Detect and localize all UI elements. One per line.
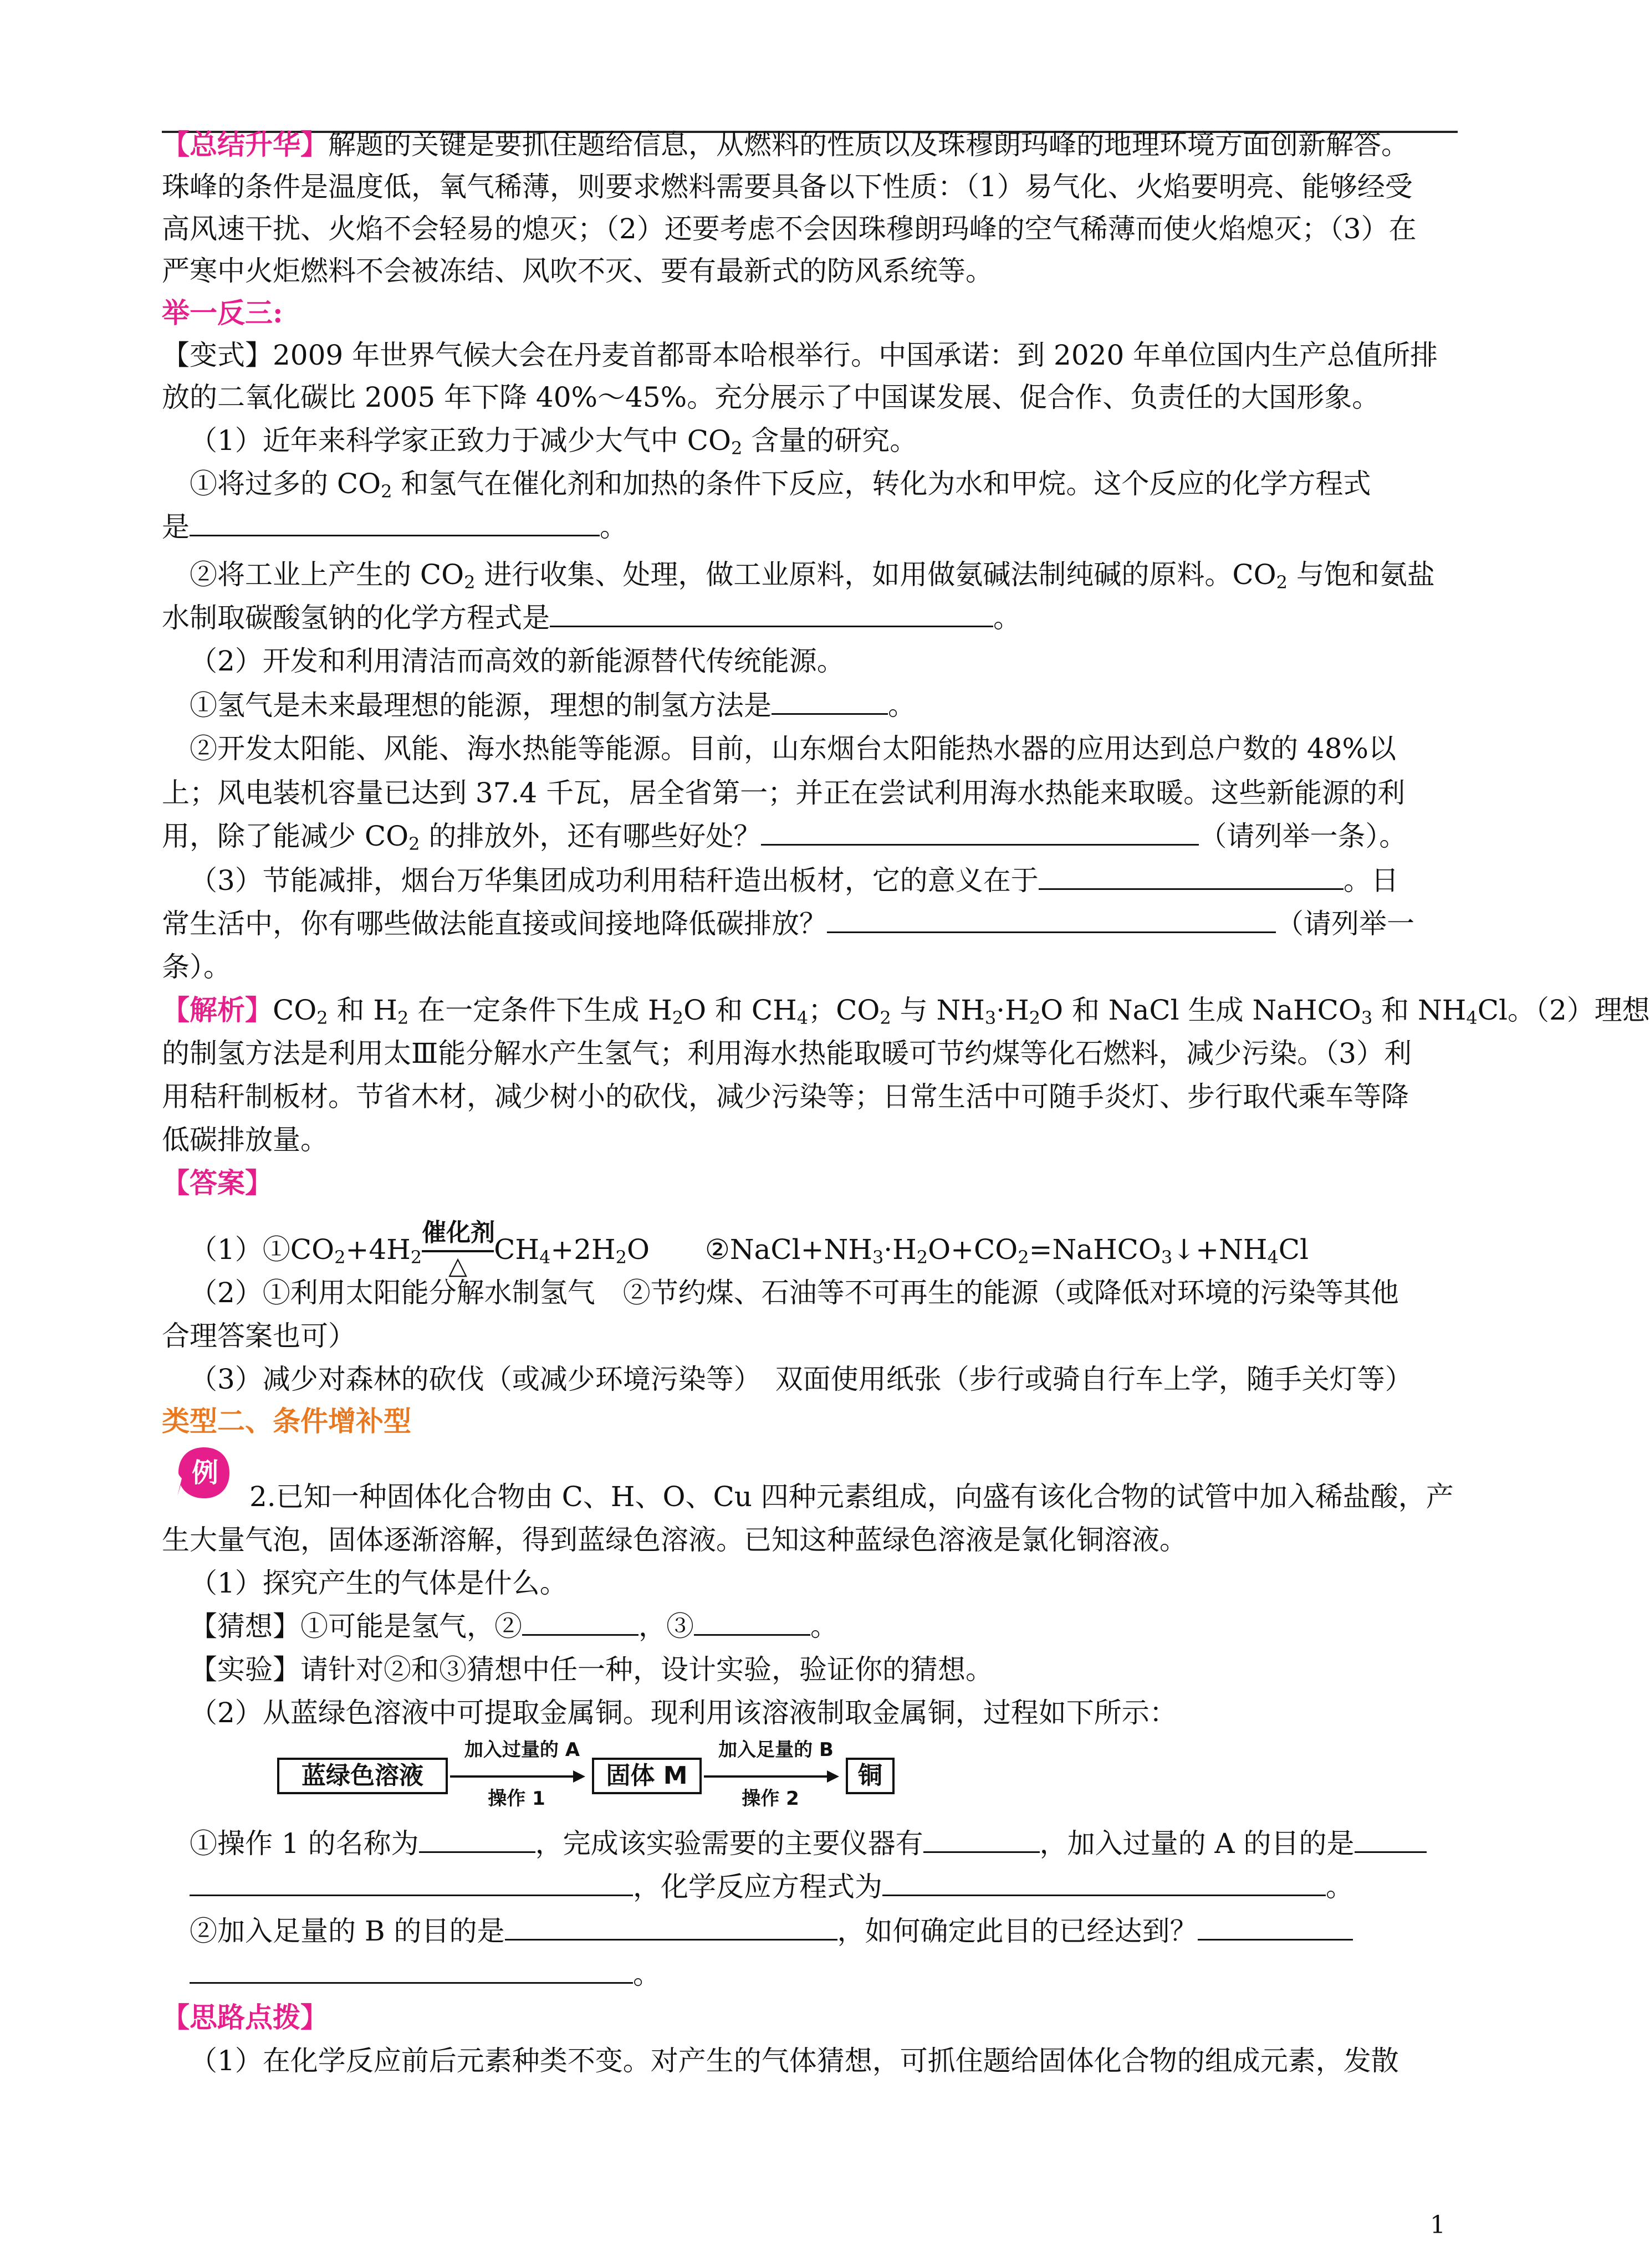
flow-box-solid-m: 固体 M <box>592 1758 702 1794</box>
flow-arrow1-bottom: 操作 1 <box>488 1788 545 1810</box>
type2-q2: （2）从蓝绿色溶液中可提取金属铜。现利用该溶液制取金属铜，过程如下所示： <box>190 1697 1177 1729</box>
summary-line-3: 高风速干扰、火焰不会轻易的熄灭；（2）还要考虑不会因珠穆朗玛峰的空气稀薄而使火焰熄灭；（3）在 <box>162 213 1417 245</box>
type2-heading: 类型二、条件增补型 <box>162 1405 411 1437</box>
type2-op2-line-2: 。 <box>190 1956 661 1993</box>
answer-blank[interactable] <box>419 1827 535 1853</box>
analysis-line-3: 用秸秆制板材。节省木材，减少树小的砍伐，减少污染等；日常生活中可随手炎灯、步行取代乘车等降 <box>162 1081 1409 1113</box>
type2-experiment: 【实验】请针对②和③猜想中任一种，设计实验，验证你的猜想。 <box>190 1653 993 1686</box>
answer-2-line-1: （2）①利用太阳能分解水制氢气 ②节约煤、石油等不可再生的能源（或降低对环境的污染等其他 <box>190 1277 1399 1309</box>
type2-op1-line-2: ，化学反应方程式为 。 <box>190 1868 1353 1905</box>
answer-blank[interactable] <box>190 1870 633 1896</box>
practice-q1-2: ②将工业上产生的 $CO_2$ 进行收集、处理，做工业原料，如用做氨碱法制纯碱的原料。$CO_2$ 与饱和氨盐 <box>190 559 1435 593</box>
analysis-line-4: 低碳排放量。 <box>162 1124 328 1156</box>
practice-q2-2-line-3: 用，除了能减少 $CO_2$ 的排放外，还有哪些好处？ （请列举一条）。 <box>162 820 1407 854</box>
practice-line-1: 【变式】2009 年世界气候大会在丹麦首都哥本哈根举行。中国承诺：到 2020 年单位国内生产总值所排 <box>162 339 1438 371</box>
answer-blank[interactable] <box>827 907 1276 933</box>
type2-op1-line-1: ①操作 1 的名称为 ，完成该实验需要的主要仪器有 ，加入过量的 A 的目的是 <box>190 1825 1427 1862</box>
practice-q2-2-line-2: 上；风电装机容量已达到 37.4 千瓦，居全省第一；并正在尝试利用海水热能来取暖。这些新能源的利 <box>162 777 1406 809</box>
answer-blank[interactable] <box>190 1958 633 1984</box>
practice-q3-line-3: 条）。 <box>162 951 231 983</box>
answer-blank[interactable] <box>190 510 600 536</box>
flow-arrow-1 <box>450 1775 583 1778</box>
practice-q2-1: ①氢气是未来最理想的能源，理想的制氢方法是 。 <box>190 689 916 721</box>
page-number: 1 <box>1430 2211 1445 2239</box>
analysis-title: 【解析】 <box>162 994 273 1026</box>
practice-q1-2-blank-line: 水制取碳酸氢钠的化学方程式是 。 <box>162 602 1021 634</box>
type2-q1: （1）探究产生的气体是什么。 <box>190 1567 568 1599</box>
practice-q1-1-blank-line: 是 。 <box>162 511 627 543</box>
type2-line-1: 2.已知一种固体化合物由 C、H、O、Cu 四种元素组成，向盛有该化合物的试管中加入稀盐酸，产 <box>249 1481 1454 1513</box>
practice-q2: （2）开发和利用清洁而高效的新能源替代传统能源。 <box>190 645 845 677</box>
answer-blank[interactable] <box>694 1610 810 1636</box>
answer-blank[interactable] <box>550 601 993 627</box>
answer-blank[interactable] <box>522 1610 638 1636</box>
answer-blank[interactable] <box>1198 1914 1353 1941</box>
flow-arrow1-top: 加入过量的 A <box>464 1739 580 1761</box>
summary-line-4: 严寒中火炬燃料不会被冻结、风吹不灭、要有最新式的防风系统等。 <box>162 255 993 287</box>
practice-heading: 举一反三: <box>162 296 283 329</box>
summary-line-1: 【总结升华】解题的关键是要抓住题给信息，从燃料的性质以及珠穆朗玛峰的地理环境方面创新解答。 <box>162 128 1409 161</box>
answer-blank[interactable] <box>761 820 1199 846</box>
process-flow-diagram <box>277 1739 970 1810</box>
type2-guess: 【猜想】①可能是氢气，② ，③ 。 <box>190 1610 838 1642</box>
answer-blank[interactable] <box>882 1870 1326 1896</box>
practice-line-2: 放的二氧化碳比 2005 年下降 40%～45%。充分展示了中国谋发展、促合作、负责任的大国形象。 <box>162 381 1380 413</box>
answer-title: 【答案】 <box>162 1166 273 1199</box>
practice-q3-line-1: （3）节能减排，烟台万华集团成功利用秸秆造出板材，它的意义在于 。日 <box>190 864 1399 897</box>
reaction-condition: 催化剂 △ <box>422 1219 495 1280</box>
answer-blank[interactable] <box>772 689 888 715</box>
answer-blank[interactable] <box>1355 1827 1427 1853</box>
summary-title: 【总结升华】 <box>162 128 328 161</box>
answer-blank[interactable] <box>1039 864 1344 890</box>
analysis-line-1: 【解析】$CO_2$ 和 $H_2$ 在一定条件下生成 $H_2O$ 和 $CH_4$；$CO_2$ 与 $NH_3\cdot H_2O$ 和 NaCl 生成 NaHCO$_3$ 和 $NH_4Cl$。（2）理想 <box>162 994 1650 1028</box>
practice-q1-1: ①将过多的 $CO_2$ 和氢气在催化剂和加热的条件下反应，转化为水和甲烷。这个反应的化学方程式 <box>190 468 1371 502</box>
flow-arrow2-top: 加入足量的 B <box>718 1739 834 1761</box>
practice-q2-2-line-1: ②开发太阳能、风能、海水热能等能源。目前，山东烟台太阳能热水器的应用达到总户数的 48%以 <box>190 733 1397 765</box>
flow-arrow2-bottom: 操作 2 <box>742 1788 799 1810</box>
type2-op2-line-1: ②加入足量的 B 的目的是 ，如何确定此目的已经达到？ <box>190 1913 1353 1949</box>
flow-box-solution: 蓝绿色溶液 <box>277 1758 448 1794</box>
answer-blank[interactable] <box>923 1827 1040 1853</box>
answer-2-line-2: 合理答案也可） <box>162 1320 356 1352</box>
answer-3: （3）减少对森林的砍伐（或减少环境污染等） 双面使用纸张（步行或骑自行车上学，随手关灯等） <box>190 1363 1413 1395</box>
hint-line-1: （1）在化学反应前后元素种类不变。对产生的气体猜想，可抓住题给固体化合物的组成元素，发散 <box>190 2045 1399 2077</box>
practice-q1: （1）近年来科学家正致力于减少大气中 $CO_2$ 含量的研究。 <box>190 424 918 459</box>
flow-arrow-2 <box>704 1775 837 1778</box>
hint-title: 【思路点拨】 <box>162 2001 328 2034</box>
answer-1: $(1)①CO_2+4H_2$ 催化剂 △ $CH_4+2H_2O$ $②NaCl+NH_3\cdot H_2O+CO_2=NaHCO_3↓+NH_4Cl$ <box>190 1219 1309 1280</box>
example-badge-label: 例 <box>191 1457 219 1488</box>
example-badge-icon <box>176 1445 232 1501</box>
summary-line-2: 珠峰的条件是温度低，氧气稀薄，则要求燃料需要具备以下性质：（1）易气化、火焰要明亮、能够经受 <box>162 171 1413 203</box>
type2-line-2: 生大量气泡，固体逐渐溶解，得到蓝绿色溶液。已知这种蓝绿色溶液是氯化铜溶液。 <box>162 1524 1187 1556</box>
analysis-line-2: 的制氢方法是利用太Ⅲ能分解水产生氢气；利用海水热能取暖可节约煤等化石燃料，减少污染。（3）利 <box>162 1037 1412 1069</box>
practice-q3-line-2: 常生活中，你有哪些做法能直接或间接地降低碳排放？ （请列举一 <box>162 908 1414 940</box>
flow-box-copper: 铜 <box>846 1758 895 1794</box>
answer-blank[interactable] <box>505 1914 837 1941</box>
